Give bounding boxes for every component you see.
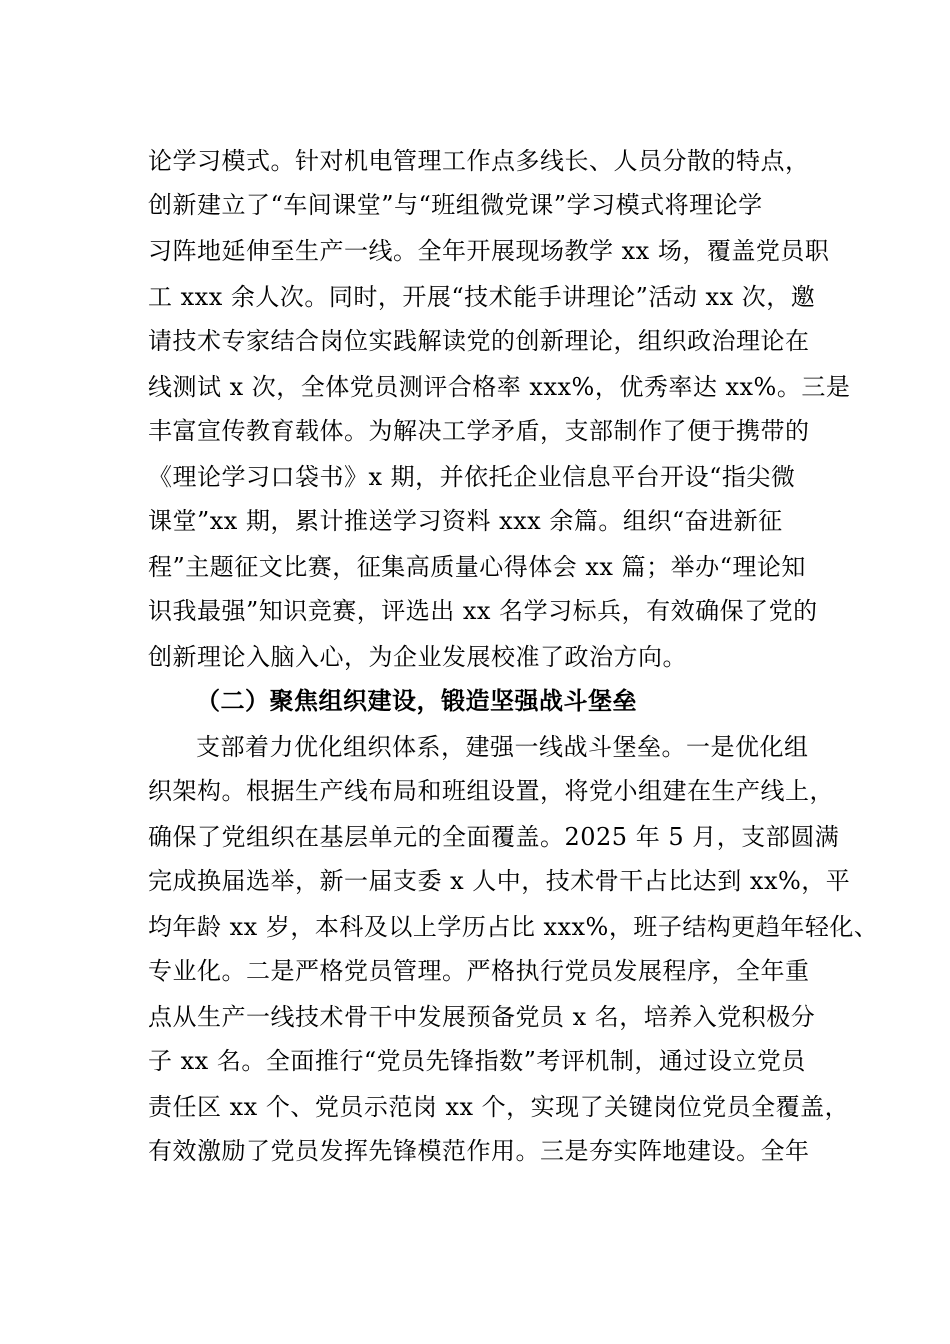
- paragraph-line: 支部着力优化组织体系，建强一线战斗堡垒。一是优化组: [196, 733, 809, 761]
- paragraph-line: 创新建立了“车间课堂”与“班组微党课”学习模式将理论学: [148, 191, 763, 219]
- paragraph-line: 工 xxx 余人次。同时，开展“技术能手讲理论”活动 xx 次，邀: [148, 283, 816, 311]
- paragraph-line: 有效激励了党员发挥先锋模范作用。三是夯实阵地建设。全年: [148, 1137, 810, 1165]
- paragraph-line: 子 xx 名。全面推行“党员先锋指数”考评机制，通过设立党员: [148, 1047, 806, 1075]
- paragraph-line: 丰富宣传教育载体。为解决工学矛盾，支部制作了便于携带的: [148, 417, 810, 445]
- paragraph-line: 线测试 x 次，全体党员测评合格率 xxx%，优秀率达 xx%。三是: [148, 373, 851, 401]
- paragraph-line: 均年龄 xx 岁，本科及以上学历占比 xxx%，班子结构更趋年轻化、: [148, 913, 879, 941]
- paragraph-line: 《理论学习口袋书》x 期，并依托企业信息平台开设“指尖微: [148, 463, 796, 491]
- paragraph-line: 织架构。根据生产线布局和班组设置，将党小组建在生产线上，: [148, 777, 834, 805]
- section-heading: （二）聚焦组织建设，锻造坚强战斗堡垒: [196, 686, 637, 715]
- paragraph-line: 习阵地延伸至生产一线。全年开展现场教学 xx 场，覆盖党员职: [148, 237, 830, 265]
- paragraph-line: 请技术专家结合岗位实践解读党的创新理论，组织政治理论在: [148, 327, 810, 355]
- paragraph-line: 完成换届选举，新一届支委 x 人中，技术骨干占比达到 xx%，平: [148, 867, 851, 895]
- paragraph-line: 专业化。二是严格党员管理。严格执行党员发展程序，全年重: [148, 957, 810, 985]
- paragraph-line: 点从生产一线技术骨干中发展预备党员 x 名，培养入党积极分: [148, 1003, 816, 1031]
- paragraph-line: 论学习模式。针对机电管理工作点多线长、人员分散的特点，: [148, 147, 810, 175]
- paragraph-line: 程”主题征文比赛，征集高质量心得体会 xx 篇；举办“理论知: [148, 553, 806, 581]
- paragraph-line: 识我最强”知识竞赛，评选出 xx 名学习标兵，有效确保了党的: [148, 597, 818, 625]
- paragraph-line: 课堂”xx 期，累计推送学习资料 xxx 余篇。组织“奋进新征: [148, 507, 783, 535]
- paragraph-line: 责任区 xx 个、党员示范岗 xx 个，实现了关键岗位党员全覆盖，: [148, 1093, 850, 1121]
- paragraph-line: 创新理论入脑入心，为企业发展校准了政治方向。: [148, 643, 687, 671]
- paragraph-line: 确保了党组织在基层单元的全面覆盖。2025 年 5 月，支部圆满: [148, 823, 840, 851]
